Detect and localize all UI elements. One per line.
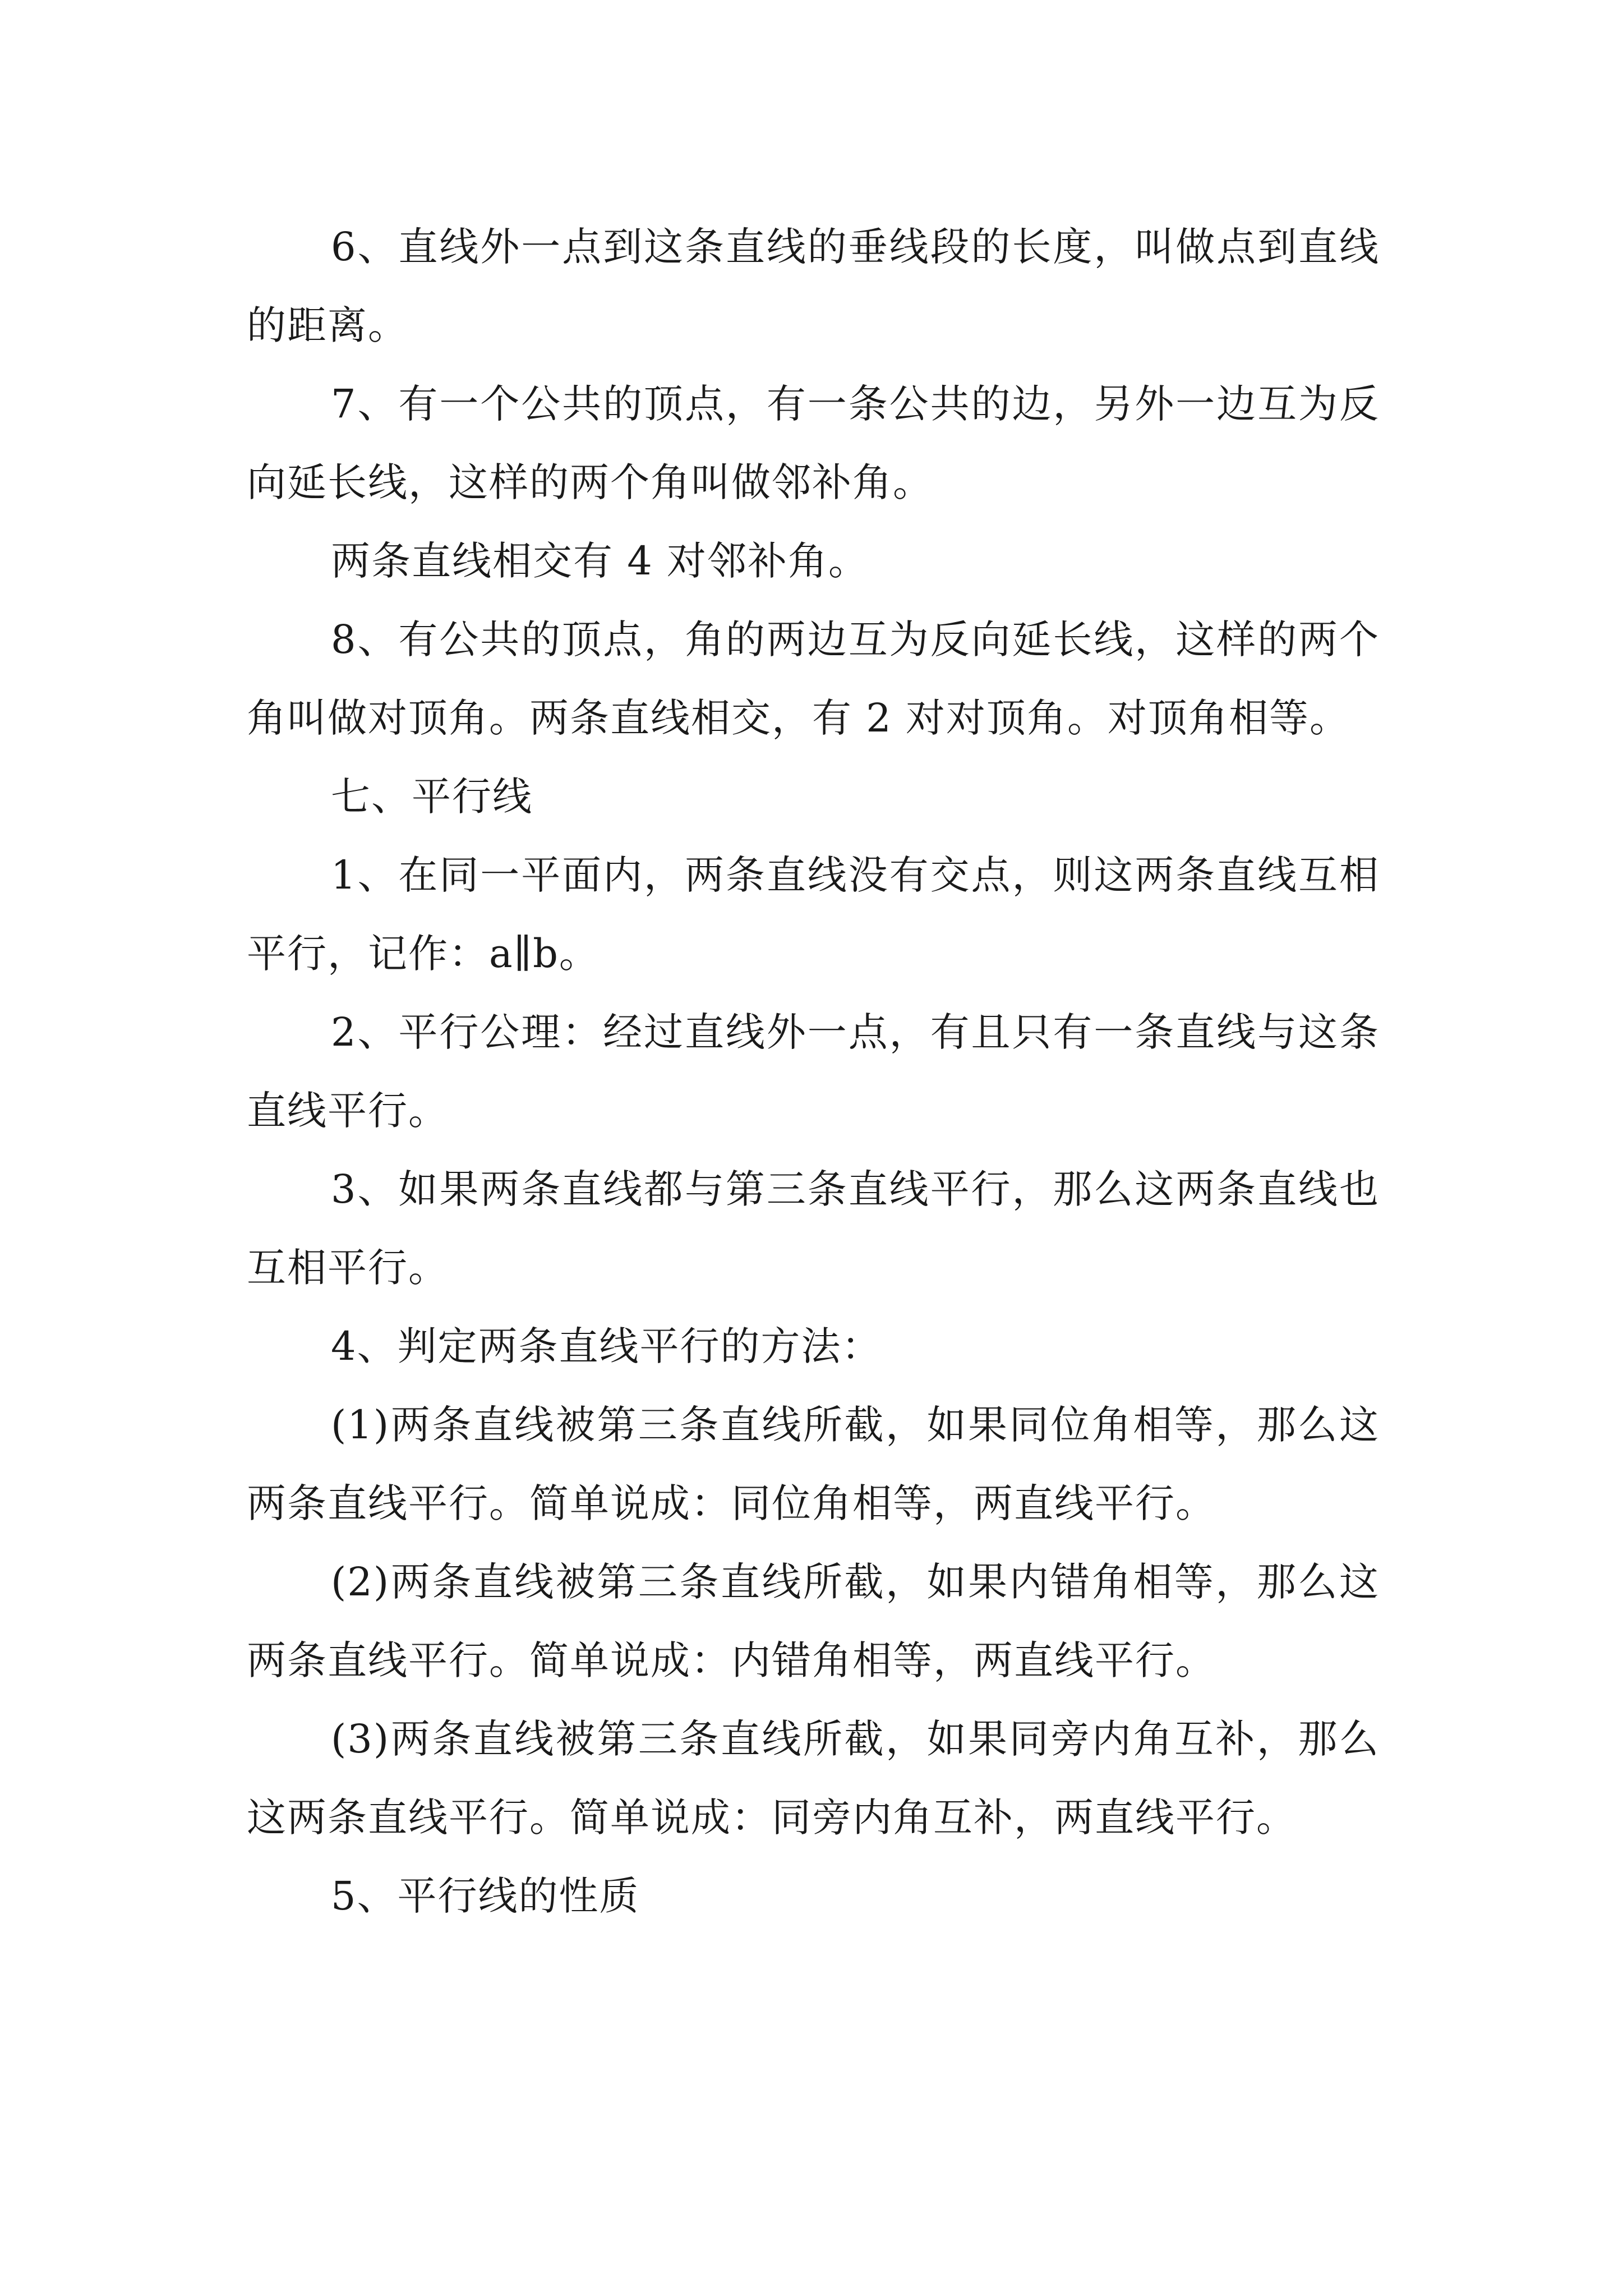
paragraph-4-criteria-heading: 4、判定两条直线平行的方法： (331, 1323, 882, 1369)
section-heading-parallel-lines: 七、平行线 (331, 774, 533, 820)
criterion-3-interior-angles: (3)两条直线被第三条直线所截，如果同旁内角互补，那么这两条直线平行。简单说成：同旁内角互补，两直线平行。 (247, 1716, 1380, 1841)
paragraph-5-properties-heading: 5、平行线的性质 (331, 1873, 640, 1919)
paragraph-3-transitivity: 3、如果两条直线都与第三条直线平行，那么这两条直线也互相平行。 (247, 1166, 1380, 1291)
criterion-2-alternate-angles: (2)两条直线被第三条直线所截，如果内错角相等，那么这两条直线平行。简单说成：内错角相等，两直线平行。 (247, 1559, 1380, 1683)
document-body (247, 208, 1380, 1935)
paragraph-6-distance: 6、直线外一点到这条直线的垂线段的长度，叫做点到直线的距离。 (247, 224, 1380, 348)
paragraph-adjacent-angles-count: 两条直线相交有 4 对邻补角。 (331, 538, 869, 584)
paragraph-8-vertical-angles: 8、有公共的顶点，角的两边互为反向延长线，这样的两个角叫做对顶角。两条直线相交，有 2 对对顶角。对顶角相等。 (247, 616, 1380, 741)
paragraph-7-adjacent-angles: 7、有一个公共的顶点，有一条公共的边，另外一边互为反向延长线，这样的两个角叫做邻补角。 (247, 381, 1380, 505)
paragraph-2-parallel-axiom: 2、平行公理：经过直线外一点，有且只有一条直线与这条直线平行。 (247, 1009, 1380, 1134)
paragraph-1-parallel-definition: 1、在同一平面内，两条直线没有交点，则这两条直线互相平行，记作：a∥b。 (247, 852, 1380, 977)
criterion-1-corresponding-angles: (1)两条直线被第三条直线所截，如果同位角相等，那么这两条直线平行。简单说成：同位角相等，两直线平行。 (247, 1402, 1380, 1526)
